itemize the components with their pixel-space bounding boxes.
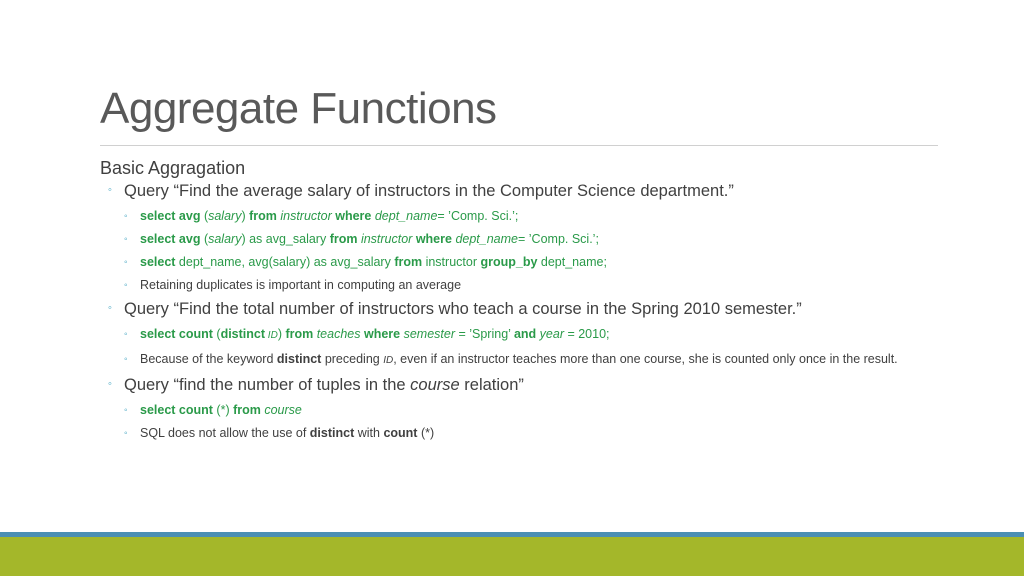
attr-salary: salary <box>208 209 242 223</box>
attr-salary: salary <box>208 232 242 246</box>
rel-instructor: instructor <box>276 209 336 223</box>
note-text-a: Because of the keyword <box>140 352 277 366</box>
bullet-icon: ◦ <box>124 405 128 416</box>
kw-from: from <box>329 232 358 246</box>
note-text: Retaining duplicates is important in computing an average <box>140 278 462 292</box>
bullet-icon: ◦ <box>124 257 128 268</box>
note-text-b: preceding <box>321 352 384 366</box>
kw-where: where <box>335 209 372 223</box>
sql-condition: = ’Comp. Sci.’; <box>518 232 599 246</box>
note-distinct: distinct <box>276 352 322 366</box>
kw-from: from <box>233 403 261 417</box>
attr-id: ID <box>265 330 278 341</box>
query-1-sql-1 <box>100 208 940 224</box>
kw-select-count: select count <box>140 403 213 417</box>
query-3-text-a: Query “find the number of tuples in the <box>124 376 411 394</box>
bullet-icon: ◦ <box>108 302 112 314</box>
kw-and: and <box>513 327 537 341</box>
kw-select-count: select count <box>140 327 213 341</box>
section-heading: Basic Aggragation <box>100 158 246 178</box>
sql-columns: dept_name, avg(salary) as avg_salary <box>175 255 395 269</box>
query-2-text: Query “Find the total number of instructors who teach a course in the Spring 2010 semester.” <box>124 300 802 318</box>
slide-body <box>100 158 940 441</box>
bullet-icon: ◦ <box>124 280 128 291</box>
bullet-icon: ◦ <box>124 428 128 439</box>
attr-dept-name: dept_name <box>371 209 438 223</box>
sql-condition-2: = 2010; <box>563 327 610 341</box>
rel-teaches: teaches <box>313 327 364 341</box>
kw-from: from <box>249 209 277 223</box>
kw-select-avg: select avg <box>140 209 201 223</box>
sql-alias: ) as avg_salary <box>241 232 330 246</box>
note-text-b: with <box>354 426 384 440</box>
query-3-sql-1 <box>100 402 940 418</box>
query-1-text: Query “Find the average salary of instructors in the Computer Science department.” <box>124 182 734 200</box>
footer-bar <box>0 537 1024 576</box>
paren-open: ( <box>200 209 209 223</box>
bullet-icon: ◦ <box>124 329 128 340</box>
kw-from: from <box>285 327 314 341</box>
note-count: count <box>383 426 418 440</box>
query-3-text-b: relation” <box>459 376 524 394</box>
attr-year: year <box>536 327 564 341</box>
note-distinct: distinct <box>309 426 355 440</box>
query-1-note <box>100 277 940 293</box>
paren-open: ( <box>212 327 221 341</box>
rel-instructor: instructor <box>357 232 416 246</box>
query-1-sql-2 <box>100 231 940 247</box>
query-2 <box>100 300 940 319</box>
kw-distinct: distinct <box>220 327 266 341</box>
note-text-c: , even if an instructor teaches more than one course, she is counted only once in the result. <box>393 352 898 366</box>
query-3-course: course <box>410 376 460 394</box>
query-1-sql-3 <box>100 254 940 270</box>
note-text-c: (*) <box>417 426 435 440</box>
sql-condition: = ’Comp. Sci.’; <box>437 209 519 223</box>
attr-dept-name: dept_name <box>451 232 518 246</box>
bullet-icon: ◦ <box>108 184 112 196</box>
rel-instructor: instructor <box>422 255 481 269</box>
paren-close: ) <box>241 209 250 223</box>
kw-group-by: group_by <box>480 255 538 269</box>
bullet-icon: ◦ <box>124 354 128 365</box>
paren-open: ( <box>200 232 209 246</box>
sql-group-col: dept_name; <box>537 255 607 269</box>
query-3-note <box>100 425 940 441</box>
query-1 <box>100 182 940 201</box>
kw-from: from <box>394 255 423 269</box>
sql-star: (*) <box>212 403 234 417</box>
kw-select-avg: select avg <box>140 232 201 246</box>
attr-semester: semester <box>400 327 455 341</box>
query-2-note <box>100 351 940 369</box>
bullet-icon: ◦ <box>108 378 112 390</box>
bullet-icon: ◦ <box>124 234 128 245</box>
kw-select: select <box>140 255 176 269</box>
slide-title: Aggregate Functions <box>100 84 497 133</box>
sql-condition: = ’Spring’ <box>455 327 514 341</box>
paren-close: ) <box>277 327 286 341</box>
title-divider <box>100 145 938 146</box>
kw-where: where <box>415 232 452 246</box>
query-3 <box>100 376 940 395</box>
note-id: ID <box>383 355 394 366</box>
bullet-icon: ◦ <box>124 211 128 222</box>
note-text-a: SQL does not allow the use of <box>140 426 310 440</box>
kw-where: where <box>363 327 401 341</box>
rel-course: course <box>260 403 302 417</box>
query-2-sql-1 <box>100 326 940 344</box>
